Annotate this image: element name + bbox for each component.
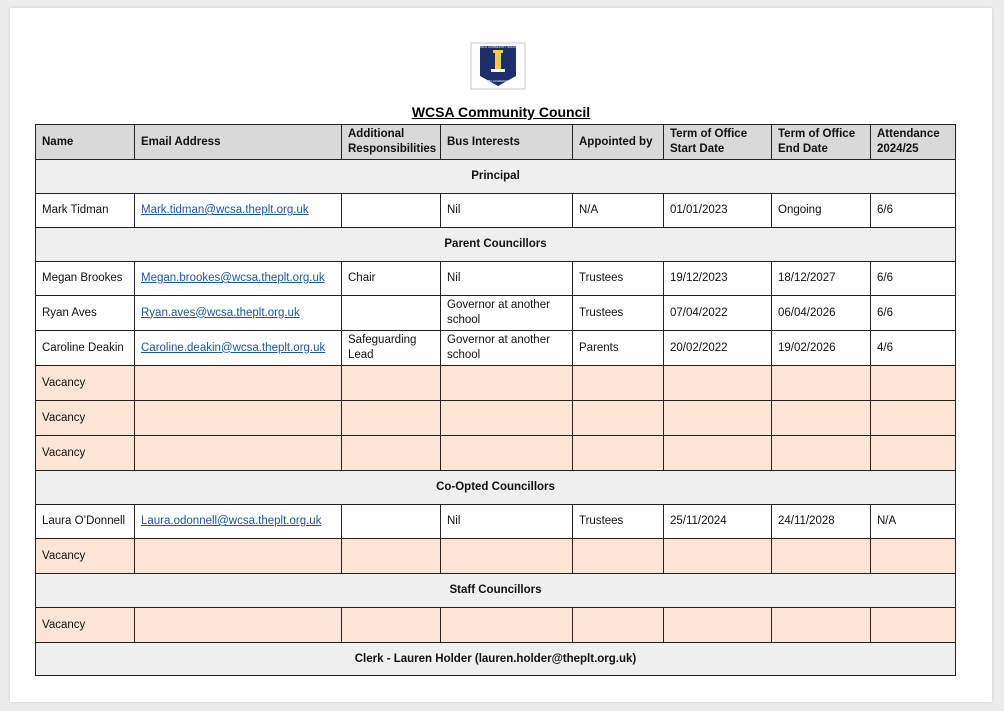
empty-cell <box>441 436 573 471</box>
empty-cell <box>772 539 871 574</box>
section-row <box>36 471 956 505</box>
member-responsibilities: Safeguarding Lead <box>342 331 441 366</box>
member-email-link[interactable]: Megan.brookes@wcsa.theplt.org.uk <box>141 272 325 284</box>
empty-cell <box>772 401 871 436</box>
vacancy-row <box>36 608 956 643</box>
header-responsibilities: Additional Responsibilities <box>342 125 441 160</box>
svg-text:WORLD COMMUNITY SCHOOL: WORLD COMMUNITY SCHOOL <box>476 45 520 49</box>
svg-text:BY ACADEMY: BY ACADEMY <box>488 79 508 83</box>
member-name: Laura O’Donnell <box>36 505 135 539</box>
section-title: Staff Councillors <box>36 574 956 608</box>
empty-cell <box>871 539 956 574</box>
member-email-link[interactable]: Caroline.deakin@wcsa.theplt.org.uk <box>141 341 326 354</box>
member-row <box>36 505 956 539</box>
table-header-row <box>36 125 956 160</box>
empty-cell <box>573 608 664 643</box>
empty-cell <box>871 608 956 643</box>
empty-cell <box>342 366 441 401</box>
vacancy-label: Vacancy <box>36 608 135 643</box>
empty-cell <box>664 401 772 436</box>
member-responsibilities <box>342 505 441 539</box>
empty-cell <box>441 401 573 436</box>
member-email-link[interactable]: Mark.tidman@wcsa.theplt.org.uk <box>141 204 309 216</box>
member-interests: Nil <box>441 262 573 296</box>
email-cell <box>135 296 342 331</box>
empty-cell <box>664 436 772 471</box>
header-interests: Bus Interests <box>441 125 573 160</box>
email-cell <box>135 505 342 539</box>
section-title: Principal <box>36 160 956 194</box>
empty-cell <box>342 608 441 643</box>
header-name: Name <box>36 125 135 160</box>
member-attendance: 4/6 <box>871 331 956 366</box>
member-responsibilities <box>342 296 441 331</box>
document-page <box>10 8 992 702</box>
vacancy-row <box>36 401 956 436</box>
member-name: Megan Brookes <box>36 262 135 296</box>
member-end-date: 06/04/2026 <box>772 296 871 331</box>
member-start-date: 20/02/2022 <box>664 331 772 366</box>
member-start-date: 19/12/2023 <box>664 262 772 296</box>
document-title: WCSA Community Council <box>411 104 591 120</box>
member-row <box>36 262 956 296</box>
member-row <box>36 331 956 366</box>
section-row <box>36 160 956 194</box>
empty-cell <box>135 436 342 471</box>
empty-cell <box>573 366 664 401</box>
member-appointed-by: Parents <box>573 331 664 366</box>
member-start-date: 07/04/2022 <box>664 296 772 331</box>
empty-cell <box>664 539 772 574</box>
empty-cell <box>342 436 441 471</box>
vacancy-label: Vacancy <box>36 539 135 574</box>
email-cell <box>135 262 342 296</box>
header-end-date: Term of Office End Date <box>772 125 871 160</box>
empty-cell <box>441 539 573 574</box>
email-cell <box>135 194 342 228</box>
member-responsibilities: Chair <box>342 262 441 296</box>
vacancy-label: Vacancy <box>36 401 135 436</box>
member-row <box>36 194 956 228</box>
empty-cell <box>441 608 573 643</box>
member-responsibilities <box>342 194 441 228</box>
council-table <box>35 124 956 676</box>
member-attendance: 6/6 <box>871 296 956 331</box>
member-name: Caroline Deakin <box>36 331 135 366</box>
member-appointed-by: Trustees <box>573 262 664 296</box>
empty-cell <box>664 366 772 401</box>
vacancy-row <box>36 366 956 401</box>
member-end-date: 18/12/2027 <box>772 262 871 296</box>
member-end-date: 24/11/2028 <box>772 505 871 539</box>
empty-cell <box>573 436 664 471</box>
empty-cell <box>573 539 664 574</box>
member-interests: Nil <box>441 505 573 539</box>
header-start-date: Term of Office Start Date <box>664 125 772 160</box>
empty-cell <box>441 366 573 401</box>
vacancy-label: Vacancy <box>36 366 135 401</box>
section-row <box>36 574 956 608</box>
member-name: Ryan Aves <box>36 296 135 331</box>
empty-cell <box>135 401 342 436</box>
empty-cell <box>664 608 772 643</box>
member-appointed-by: Trustees <box>573 296 664 331</box>
section-title: Parent Councillors <box>36 228 956 262</box>
empty-cell <box>135 539 342 574</box>
header-appointed-by: Appointed by <box>573 125 664 160</box>
email-cell <box>135 331 342 366</box>
empty-cell <box>342 539 441 574</box>
empty-cell <box>573 401 664 436</box>
empty-cell <box>871 436 956 471</box>
member-interests: Governor at another school <box>441 296 573 331</box>
empty-cell <box>772 436 871 471</box>
empty-cell <box>772 608 871 643</box>
member-start-date: 25/11/2024 <box>664 505 772 539</box>
member-attendance: 6/6 <box>871 194 956 228</box>
vacancy-label: Vacancy <box>36 436 135 471</box>
member-interests: Governor at another school <box>441 331 573 366</box>
empty-cell <box>772 366 871 401</box>
empty-cell <box>871 401 956 436</box>
school-crest-logo <box>470 42 526 90</box>
vacancy-row <box>36 539 956 574</box>
member-name: Mark Tidman <box>36 194 135 228</box>
empty-cell <box>871 366 956 401</box>
member-row <box>36 296 956 331</box>
vacancy-row <box>36 436 956 471</box>
member-attendance: 6/6 <box>871 262 956 296</box>
section-title: Co-Opted Councillors <box>36 471 956 505</box>
member-email-link[interactable]: Ryan.aves@wcsa.theplt.org.uk <box>141 306 300 319</box>
clerk-info: Clerk - Lauren Holder (lauren.holder@theplt.org.uk) <box>36 643 956 676</box>
clerk-footer-row <box>36 643 956 676</box>
member-start-date: 01/01/2023 <box>664 194 772 228</box>
member-interests: Nil <box>441 194 573 228</box>
member-end-date: 19/02/2026 <box>772 331 871 366</box>
member-attendance: N/A <box>871 505 956 539</box>
member-appointed-by: Trustees <box>573 505 664 539</box>
empty-cell <box>342 401 441 436</box>
member-end-date: Ongoing <box>772 194 871 228</box>
member-appointed-by: N/A <box>573 194 664 228</box>
member-email-link[interactable]: Laura.odonnell@wcsa.theplt.org.uk <box>141 515 322 527</box>
empty-cell <box>135 608 342 643</box>
header-attendance: Attendance 2024/25 <box>871 125 956 160</box>
council-table-body <box>36 160 956 643</box>
empty-cell <box>135 366 342 401</box>
section-row <box>36 228 956 262</box>
header-email: Email Address <box>135 125 342 160</box>
